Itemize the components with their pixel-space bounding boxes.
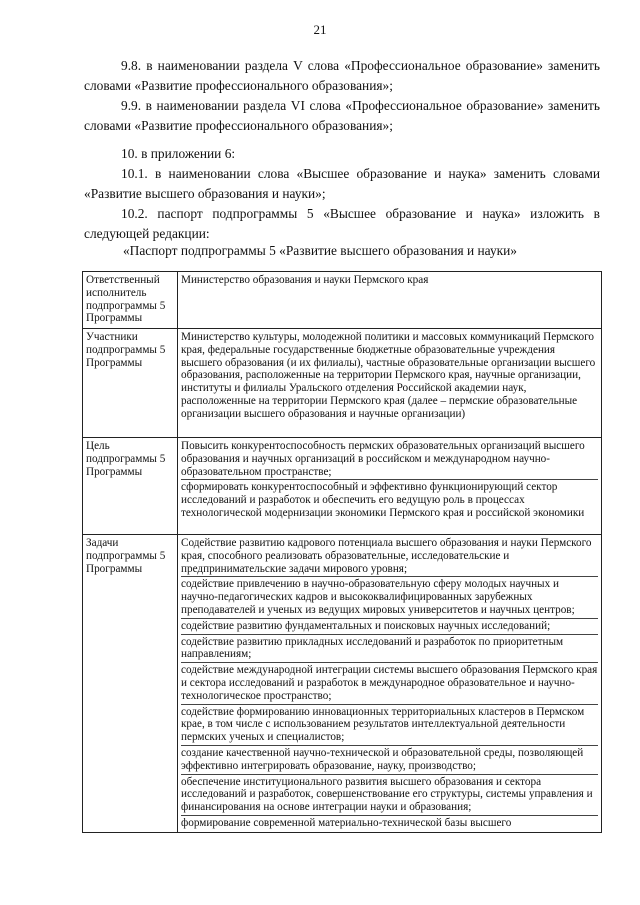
paragraph-10: 10. в приложении 6:: [121, 146, 236, 161]
goal-label: Цель подпрограммы 5 Программы: [83, 438, 178, 535]
goal-item: сформировать конкурентоспособный и эффективно функционирующий сектор исследований и разработок и обеспечить его ведущую роль в процессах технологической модернизации экономики Пермского края и российской экономики: [181, 481, 585, 519]
table-row-tasks: [83, 535, 602, 833]
responsible-value: Министерство образования и науки Пермского края: [178, 272, 602, 329]
table-row-responsible: [83, 272, 602, 329]
responsible-label: Ответственный исполнитель подпрограммы 5 Программы: [83, 272, 178, 329]
body-text: [84, 56, 600, 244]
paragraph-10-1: 10.1. в наименовании слова «Высшее образование и наука» заменить словами «Развитие высшего образования и науки»;: [84, 166, 600, 201]
task-item: содействие развитию прикладных исследований и разработок по приоритетным направлениям;: [181, 636, 598, 664]
page-number: 21: [313, 22, 327, 37]
paragraph-10-2: 10.2. паспорт подпрограммы 5 «Высшее образование и наука» изложить в следующей редакции:: [84, 206, 600, 241]
task-item: Содействие развитию кадрового потенциала высшего образования и науки Пермского края, способного реализовать образовательные, исследовательские и предпринимательские задачи мирового уровня;: [181, 537, 598, 577]
passport-title: «Паспорт подпрограммы 5 «Развитие высшего образования и науки»: [122, 243, 518, 258]
task-item: содействие международной интеграции системы высшего образования Пермского края и сектора исследований и разработок в международное образовательное и научно-технологическое пространство;: [181, 664, 598, 704]
passport-table: [82, 271, 602, 833]
goal-item: Повысить конкурентоспособность пермских образовательных организаций высшего образования и научных организаций в российском и международном научно-образовательном пространстве;: [181, 440, 598, 480]
task-item: создание качественной научно-технической и образовательной среды, позволяющей эффективно интегрировать образование, науку, производство;: [181, 747, 598, 775]
task-item: содействие формированию инновационных территориальных кластеров в Пермском крае, в том числе с использованием результатов интеллектуальной деятельности пермских ученых и специалистов;: [181, 706, 598, 746]
table-row-goal: [83, 438, 602, 535]
paragraph-9-8: 9.8. в наименовании раздела V слова «Профессиональное образование» заменить словами «Развитие профессионального образования»;: [84, 58, 600, 93]
task-item: формирование современной материально-технической базы высшего: [181, 816, 512, 829]
goal-value: [178, 438, 602, 535]
participants-value: Министерство культуры, молодежной политики и массовых коммуникаций Пермского края, федеральные государственные бюджетные образовательные учреждения высшего образования (и их филиалы), частные образовательные организации высшего образования, расположенные на территории Пермского края, научные организации, институты и филиалы Уральского отделения Российской академии наук, расположенные на территории Пермского края (далее – пермские образовательные организации высшего образования и научные организации): [178, 329, 602, 438]
paragraph-9-9: 9.9. в наименовании раздела VI слова «Профессиональное образование» заменить словами «Развитие профессионального образования»;: [84, 98, 600, 133]
tasks-value: [178, 535, 602, 833]
task-item: содействие привлечению в научно-образовательную сферу молодых научных и научно-педагогических кадров и высококвалифицированных зарубежных преподавателей и ученых из ведущих мировых университетов и научных центров;: [181, 578, 598, 618]
task-item: обеспечение институционального развития высшего образования и сектора исследований и разработок, совершенствование его структуры, системы управления и финансирования на основе интеграции науки и образования;: [181, 776, 598, 816]
participants-label: Участники подпрограммы 5 Программы: [83, 329, 178, 438]
task-item: содействие развитию фундаментальных и поисковых научных исследований;: [181, 620, 598, 635]
tasks-label: Задачи подпрограммы 5 Программы: [83, 535, 178, 833]
table-row-participants: [83, 329, 602, 438]
